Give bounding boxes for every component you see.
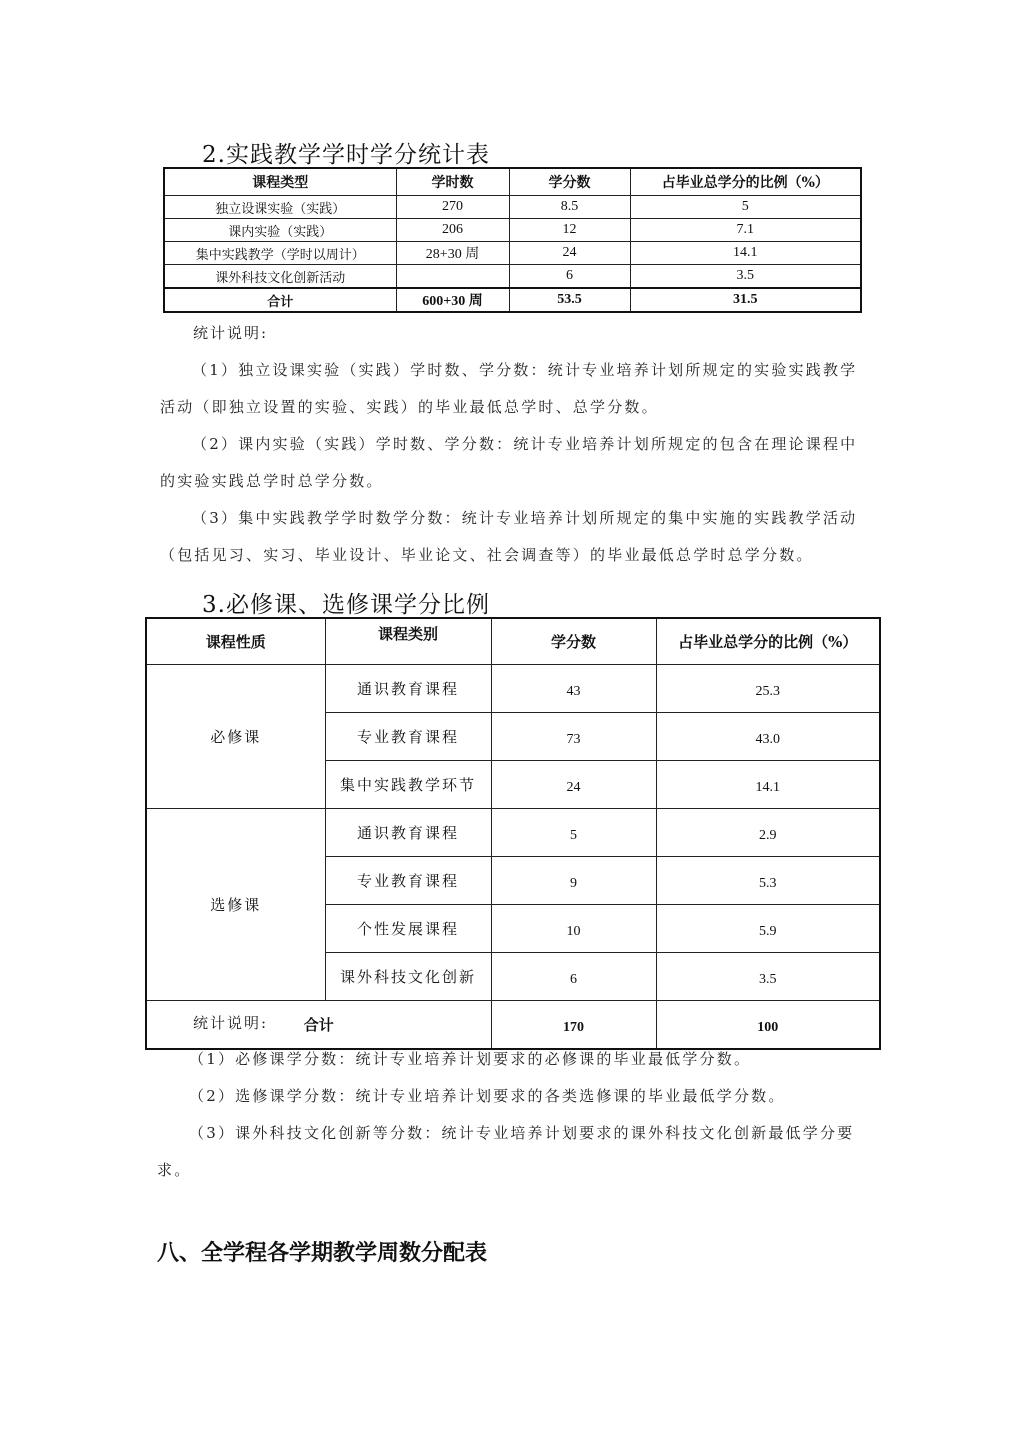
table-cell: 12 bbox=[509, 219, 630, 242]
table-cell: 5.3 bbox=[656, 857, 880, 905]
table-cell: 270 bbox=[396, 196, 509, 219]
table-row bbox=[146, 809, 880, 857]
table-cell: 28+30 周 bbox=[396, 242, 509, 265]
table-cell: 6 bbox=[491, 953, 656, 1001]
table-row bbox=[164, 265, 861, 289]
table-cell: 独立设课实验（实践） bbox=[164, 196, 396, 219]
table-cell: 600+30 周 bbox=[396, 288, 509, 312]
table-cell: 170 bbox=[491, 1001, 656, 1050]
table-header-cell: 课程性质 bbox=[146, 618, 325, 665]
table-cell: 8.5 bbox=[509, 196, 630, 219]
table-cell: 合计 bbox=[164, 288, 396, 312]
required-elective-table bbox=[145, 617, 881, 1050]
course-nature-cell: 选修课 bbox=[146, 809, 325, 1001]
table-header-cell: 学分数 bbox=[509, 168, 630, 196]
table-cell: 9 bbox=[491, 857, 656, 905]
table-row bbox=[164, 196, 861, 219]
table-cell: 43 bbox=[491, 665, 656, 713]
table-cell: 25.3 bbox=[656, 665, 880, 713]
table-cell: 5.9 bbox=[656, 905, 880, 953]
table-header-cell: 课程类别 bbox=[325, 618, 491, 665]
table-cell: 通识教育课程 bbox=[325, 665, 491, 713]
table-cell: 7.1 bbox=[630, 219, 861, 242]
section-2-heading: 2.实践教学学时学分统计表 bbox=[202, 142, 490, 168]
table-cell: 课内实验（实践） bbox=[164, 219, 396, 242]
table-cell: 集中实践教学（学时以周计） bbox=[164, 242, 396, 265]
notes-block bbox=[160, 352, 872, 574]
table-cell: 专业教育课程 bbox=[325, 713, 491, 761]
note-paragraph: （1）独立设课实验（实践）学时数、学分数：统计专业培养计划所规定的实验实践教学活动（即独立设置的实验、实践）的毕业最低总学时、总学分数。 bbox=[160, 361, 858, 416]
note-paragraph: （3）课外科技文化创新等分数：统计专业培养计划要求的课外科技文化创新最低学分要求。 bbox=[157, 1124, 855, 1179]
table-cell: 6 bbox=[509, 265, 630, 289]
practice-credit-table bbox=[163, 167, 862, 313]
table-cell: 24 bbox=[509, 242, 630, 265]
notes-title: 统计说明: bbox=[193, 324, 269, 342]
notes-title: 统计说明: bbox=[193, 1014, 269, 1032]
table-cell: 课外科技文化创新 bbox=[325, 953, 491, 1001]
table-total-row bbox=[164, 288, 861, 312]
table-cell: 43.0 bbox=[656, 713, 880, 761]
table-cell: 3.5 bbox=[630, 265, 861, 289]
note-paragraph: （2）课内实验（实践）学时数、学分数：统计专业培养计划所规定的包含在理论课程中的实验实践总学时总学分数。 bbox=[160, 435, 858, 490]
table-cell: 31.5 bbox=[630, 288, 861, 312]
table-header-cell: 学时数 bbox=[396, 168, 509, 196]
table-cell bbox=[396, 265, 509, 289]
note-paragraph: （3）集中实践教学学时数学分数：统计专业培养计划所规定的集中实施的实践教学活动（包括见习、实习、毕业设计、毕业论文、社会调查等）的毕业最低总学时总学分数。 bbox=[160, 509, 858, 564]
table-cell: 合计 bbox=[146, 1001, 491, 1050]
table-cell: 14.1 bbox=[630, 242, 861, 265]
table-header-cell: 课程类型 bbox=[164, 168, 396, 196]
table-header-row bbox=[146, 618, 880, 665]
table-cell: 通识教育课程 bbox=[325, 809, 491, 857]
table-cell: 集中实践教学环节 bbox=[325, 761, 491, 809]
table-cell: 53.5 bbox=[509, 288, 630, 312]
note-paragraph: （1）必修课学分数：统计专业培养计划要求的必修课的毕业最低学分数。 bbox=[189, 1050, 752, 1068]
table-cell: 2.9 bbox=[656, 809, 880, 857]
table-header-cell: 占毕业总学分的比例（%） bbox=[656, 618, 880, 665]
table-header-cell: 学分数 bbox=[491, 618, 656, 665]
notes-block bbox=[157, 1041, 873, 1189]
table-cell: 专业教育课程 bbox=[325, 857, 491, 905]
table-cell: 14.1 bbox=[656, 761, 880, 809]
section-8-heading: 八、全学程各学期教学周数分配表 bbox=[157, 1241, 488, 1266]
table-cell: 73 bbox=[491, 713, 656, 761]
table-cell: 课外科技文化创新活动 bbox=[164, 265, 396, 289]
table-cell: 24 bbox=[491, 761, 656, 809]
table-cell: 5 bbox=[630, 196, 861, 219]
table-cell: 100 bbox=[656, 1001, 880, 1050]
section-3-heading: 3.必修课、选修课学分比例 bbox=[202, 592, 490, 618]
table-header-cell: 占毕业总学分的比例（%） bbox=[630, 168, 861, 196]
table-cell: 10 bbox=[491, 905, 656, 953]
table-row bbox=[164, 242, 861, 265]
table-header-row bbox=[164, 168, 861, 196]
table-cell: 206 bbox=[396, 219, 509, 242]
table-row bbox=[146, 665, 880, 713]
table-cell: 5 bbox=[491, 809, 656, 857]
table-row bbox=[164, 219, 861, 242]
course-nature-cell: 必修课 bbox=[146, 665, 325, 809]
table-cell: 3.5 bbox=[656, 953, 880, 1001]
table-cell: 个性发展课程 bbox=[325, 905, 491, 953]
note-paragraph: （2）选修课学分数：统计专业培养计划要求的各类选修课的毕业最低学分数。 bbox=[189, 1087, 786, 1105]
